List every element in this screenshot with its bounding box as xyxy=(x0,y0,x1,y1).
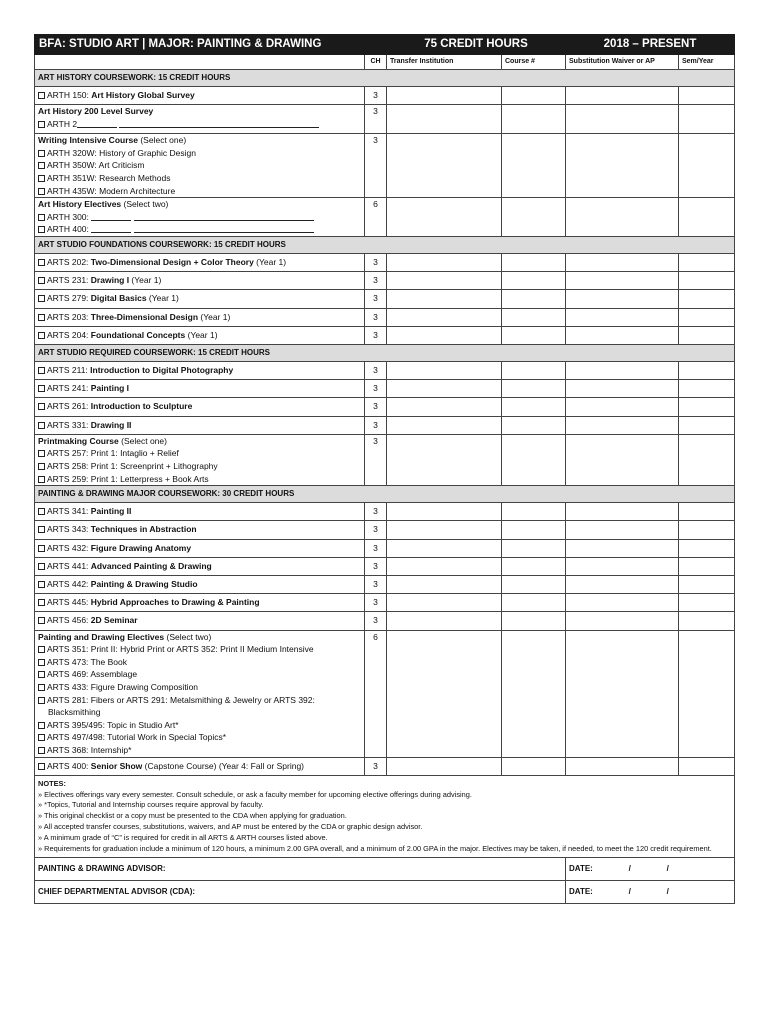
course-row: Art History 200 Level Survey ARTH 2 3 xyxy=(35,105,735,134)
substitution-cell[interactable] xyxy=(566,290,679,308)
transfer-cell[interactable] xyxy=(387,398,502,416)
notes-block xyxy=(35,775,735,858)
course-row: ARTS 203: Three-Dimensional Design (Year 1) 3 xyxy=(35,308,735,326)
course-number-cell[interactable] xyxy=(502,416,566,434)
substitution-cell[interactable] xyxy=(566,521,679,539)
checkbox[interactable] xyxy=(38,121,45,128)
course-row: ARTS 279: Digital Basics (Year 1) 3 xyxy=(35,290,735,308)
semyear-cell[interactable] xyxy=(679,757,735,775)
checkbox[interactable] xyxy=(38,659,45,666)
course-number-cell[interactable] xyxy=(502,272,566,290)
transfer-cell[interactable] xyxy=(387,521,502,539)
semyear-cell[interactable] xyxy=(679,326,735,344)
semyear-cell[interactable] xyxy=(679,557,735,575)
checkbox[interactable] xyxy=(38,697,45,704)
course-number-cell[interactable] xyxy=(502,380,566,398)
checkbox[interactable] xyxy=(38,526,45,533)
course-number-cell[interactable] xyxy=(502,87,566,105)
substitution-cell[interactable] xyxy=(566,594,679,612)
transfer-cell[interactable] xyxy=(387,539,502,557)
checkbox[interactable] xyxy=(38,226,45,233)
cda-signature-row xyxy=(35,881,735,904)
transfer-cell[interactable] xyxy=(387,503,502,521)
checkbox[interactable] xyxy=(38,646,45,653)
course-number-cell[interactable] xyxy=(502,253,566,271)
substitution-cell[interactable] xyxy=(566,416,679,434)
ch-column-header: CH xyxy=(365,55,387,70)
checkbox[interactable] xyxy=(38,581,45,588)
substitution-cell[interactable] xyxy=(566,398,679,416)
transfer-cell[interactable] xyxy=(387,630,502,757)
course-row: Art History Electives (Select two) ARTH 300: ARTH 400: 6 xyxy=(35,198,735,237)
title-bar xyxy=(35,35,735,55)
course-row: ARTS 432: Figure Drawing Anatomy 3 xyxy=(35,539,735,557)
substitution-cell[interactable] xyxy=(566,105,679,134)
course-row: ARTS 341: Painting II 3 xyxy=(35,503,735,521)
course-number-cell[interactable] xyxy=(502,557,566,575)
course-number-cell[interactable] xyxy=(502,630,566,757)
section-foundations: ART STUDIO FOUNDATIONS COURSEWORK: 15 CREDIT HOURS xyxy=(35,236,735,253)
transfer-cell[interactable] xyxy=(387,557,502,575)
semyear-cell[interactable] xyxy=(679,594,735,612)
section-major: PAINTING & DRAWING MAJOR COURSEWORK: 30 CREDIT HOURS xyxy=(35,486,735,503)
cda-date-field[interactable]: DATE: / / xyxy=(566,881,735,904)
checkbox[interactable] xyxy=(38,175,45,182)
note-item: » Electives offerings vary every semester. Consult schedule, or ask a faculty member for upcoming elective offerings during advising. xyxy=(38,789,472,799)
course-row: ARTS 331: Drawing II 3 xyxy=(35,416,735,434)
transfer-column-header: Transfer Institution xyxy=(387,55,502,70)
transfer-cell[interactable] xyxy=(387,575,502,593)
catalog-years: 2018 – PRESENT xyxy=(566,35,735,55)
substitution-cell[interactable] xyxy=(566,134,679,198)
transfer-cell[interactable] xyxy=(387,308,502,326)
transfer-cell[interactable] xyxy=(387,253,502,271)
course-row: Printmaking Course (Select one) ARTS 257: Print 1: Intaglio + Relief ARTS 258: Print 1: Screenprint + Lithography ARTS 259: Print 1: Letterpress + Book Arts 3 xyxy=(35,434,735,485)
note-item: » This original checklist or a copy must be presented to the CDA when applying for graduation. xyxy=(38,811,347,821)
checkbox[interactable] xyxy=(38,92,45,99)
checklist-sheet xyxy=(34,34,734,904)
semyear-cell[interactable] xyxy=(679,503,735,521)
checkbox[interactable] xyxy=(38,367,45,374)
checkbox[interactable] xyxy=(38,563,45,570)
checkbox[interactable] xyxy=(38,150,45,157)
semyear-cell[interactable] xyxy=(679,575,735,593)
checkbox[interactable] xyxy=(38,259,45,266)
transfer-cell[interactable] xyxy=(387,612,502,630)
course-number-cell[interactable] xyxy=(502,134,566,198)
checkbox[interactable] xyxy=(38,314,45,321)
course-row: ARTS 442: Painting & Drawing Studio 3 xyxy=(35,575,735,593)
substitution-cell[interactable] xyxy=(566,539,679,557)
notes-title: NOTES: xyxy=(38,778,66,788)
checkbox[interactable] xyxy=(38,734,45,741)
checkbox[interactable] xyxy=(38,450,45,457)
note-item: » Requirements for graduation include a minimum of 120 hours, a minimum 2.00 GPA overall, and a minimum of 2.00 GPA in the major. Electives may be taken, if needed, to meet the 120 credit requirement. xyxy=(38,843,712,853)
checkbox[interactable] xyxy=(38,422,45,429)
substitution-cell[interactable] xyxy=(566,503,679,521)
substitution-cell[interactable] xyxy=(566,434,679,485)
transfer-cell[interactable] xyxy=(387,198,502,237)
column-headers xyxy=(35,55,735,70)
course-row: ARTS 202: Two-Dimensional Design + Color Theory (Year 1) 3 xyxy=(35,253,735,271)
course-number-cell[interactable] xyxy=(502,398,566,416)
course-number-cell[interactable] xyxy=(502,198,566,237)
course-row: ARTS 231: Drawing I (Year 1) 3 xyxy=(35,272,735,290)
substitution-cell[interactable] xyxy=(566,87,679,105)
cda-signature-field[interactable]: CHIEF DEPARTMENTAL ADVISOR (CDA): xyxy=(35,881,566,904)
checkbox[interactable] xyxy=(38,747,45,754)
transfer-cell[interactable] xyxy=(387,416,502,434)
substitution-cell[interactable] xyxy=(566,198,679,237)
semyear-cell[interactable] xyxy=(679,434,735,485)
checkbox[interactable] xyxy=(38,162,45,169)
substitution-cell[interactable] xyxy=(566,380,679,398)
course-row: ARTS 211: Introduction to Digital Photography 3 xyxy=(35,361,735,379)
checkbox[interactable] xyxy=(38,332,45,339)
course-row: Painting and Drawing Electives (Select two) ARTS 351: Print II: Hybrid Print or ARTS 352: Print II Medium Intensive ARTS 473: The Book ARTS 469: Assemblage ARTS 433: Figure Drawing Composition ARTS 281: Fibers or ARTS 291: Metalsmithing & Jewelry or ARTS 392: Blacksmithing ARTS 395/495: Topic in Studio Art* ARTS 497/498: Tutorial Work in Special Topics* ARTS 368: Internship* 6 xyxy=(35,630,735,757)
substitution-cell[interactable] xyxy=(566,272,679,290)
checkbox[interactable] xyxy=(38,214,45,221)
semyear-cell[interactable] xyxy=(679,630,735,757)
checkbox[interactable] xyxy=(38,403,45,410)
checkbox[interactable] xyxy=(38,671,45,678)
substitution-cell[interactable] xyxy=(566,612,679,630)
semyear-cell[interactable] xyxy=(679,539,735,557)
transfer-cell[interactable] xyxy=(387,380,502,398)
note-item: » *Topics, Tutorial and Internship courses require approval by faculty. xyxy=(38,800,264,810)
note-item: » All accepted transfer courses, substitutions, waivers, and AP must be entered by the CDA or graphic design advisor. xyxy=(38,821,423,831)
course-row: ARTH 150: Art History Global Survey 3 xyxy=(35,87,735,105)
checkbox[interactable] xyxy=(38,385,45,392)
course-row: ARTS 343: Techniques in Abstraction 3 xyxy=(35,521,735,539)
transfer-cell[interactable] xyxy=(387,326,502,344)
section-art-history: ART HISTORY COURSEWORK: 15 CREDIT HOURS xyxy=(35,70,735,87)
semyear-cell[interactable] xyxy=(679,308,735,326)
course-row: Writing Intensive Course (Select one) ARTH 320W: History of Graphic Design ARTH 350W: Art Criticism ARTH 351W: Research Methods ARTH 435W: Modern Architecture 3 xyxy=(35,134,735,198)
course-number-cell[interactable] xyxy=(502,105,566,134)
checkbox[interactable] xyxy=(38,295,45,302)
checkbox[interactable] xyxy=(38,617,45,624)
section-required: ART STUDIO REQUIRED COURSEWORK: 15 CREDIT HOURS xyxy=(35,344,735,361)
course-row: ARTS 261: Introduction to Sculpture 3 xyxy=(35,398,735,416)
checkbox[interactable] xyxy=(38,545,45,552)
checkbox[interactable] xyxy=(38,277,45,284)
transfer-cell[interactable] xyxy=(387,105,502,134)
checkbox[interactable] xyxy=(38,763,45,770)
transfer-cell[interactable] xyxy=(387,361,502,379)
transfer-cell[interactable] xyxy=(387,134,502,198)
course-number-cell[interactable] xyxy=(502,757,566,775)
course-number-cell[interactable] xyxy=(502,539,566,557)
course-row: ARTS 456: 2D Seminar 3 xyxy=(35,612,735,630)
transfer-cell[interactable] xyxy=(387,272,502,290)
advisor-signature-field[interactable]: PAINTING & DRAWING ADVISOR: xyxy=(35,858,566,881)
substitution-cell[interactable] xyxy=(566,253,679,271)
course-number-cell[interactable] xyxy=(502,434,566,485)
course-number-cell[interactable] xyxy=(502,594,566,612)
semyear-column-header: Sem/Year xyxy=(679,55,735,70)
semyear-cell[interactable] xyxy=(679,87,735,105)
substitution-cell[interactable] xyxy=(566,361,679,379)
semyear-cell[interactable] xyxy=(679,361,735,379)
course-row: ARTS 241: Painting I 3 xyxy=(35,380,735,398)
course-number-cell[interactable] xyxy=(502,521,566,539)
substitution-cell[interactable] xyxy=(566,630,679,757)
course-row: ARTS 204: Foundational Concepts (Year 1) 3 xyxy=(35,326,735,344)
course-row: ARTS 400: Senior Show (Capstone Course) (Year 4: Fall or Spring) 3 xyxy=(35,757,735,775)
credit-hours-title: 75 CREDIT HOURS xyxy=(387,35,566,55)
checkbox[interactable] xyxy=(38,599,45,606)
course-column-header: Course # xyxy=(502,55,566,70)
transfer-cell[interactable] xyxy=(387,87,502,105)
transfer-cell[interactable] xyxy=(387,594,502,612)
substitution-cell[interactable] xyxy=(566,757,679,775)
course-row: ARTS 445: Hybrid Approaches to Drawing & Painting 3 xyxy=(35,594,735,612)
program-title: BFA: STUDIO ART | MAJOR: PAINTING & DRAWING xyxy=(35,35,387,55)
course-number-cell[interactable] xyxy=(502,361,566,379)
transfer-cell[interactable] xyxy=(387,434,502,485)
course-row: ARTS 441: Advanced Painting & Drawing 3 xyxy=(35,557,735,575)
checkbox[interactable] xyxy=(38,476,45,483)
course-number-cell[interactable] xyxy=(502,326,566,344)
semyear-cell[interactable] xyxy=(679,612,735,630)
semyear-cell[interactable] xyxy=(679,134,735,198)
semyear-cell[interactable] xyxy=(679,105,735,134)
substitution-cell[interactable] xyxy=(566,557,679,575)
semyear-cell[interactable] xyxy=(679,380,735,398)
semyear-cell[interactable] xyxy=(679,253,735,271)
semyear-cell[interactable] xyxy=(679,521,735,539)
course-number-cell[interactable] xyxy=(502,308,566,326)
semyear-cell[interactable] xyxy=(679,272,735,290)
advisor-signature-row xyxy=(35,858,735,881)
semyear-cell[interactable] xyxy=(679,398,735,416)
checkbox[interactable] xyxy=(38,188,45,195)
note-item: » A minimum grade of “C” is required for credit in all ARTS & ARTH courses listed above. xyxy=(38,832,328,842)
substitution-cell[interactable] xyxy=(566,326,679,344)
transfer-cell[interactable] xyxy=(387,290,502,308)
checkbox[interactable] xyxy=(38,684,45,691)
semyear-cell[interactable] xyxy=(679,290,735,308)
course-number-cell[interactable] xyxy=(502,290,566,308)
course-number-cell[interactable] xyxy=(502,503,566,521)
semyear-cell[interactable] xyxy=(679,416,735,434)
transfer-cell[interactable] xyxy=(387,757,502,775)
checkbox[interactable] xyxy=(38,508,45,515)
semyear-cell[interactable] xyxy=(679,198,735,237)
substitution-cell[interactable] xyxy=(566,308,679,326)
checkbox[interactable] xyxy=(38,463,45,470)
checkbox[interactable] xyxy=(38,722,45,729)
course-number-cell[interactable] xyxy=(502,575,566,593)
advisor-date-field[interactable]: DATE: / / xyxy=(566,858,735,881)
substitution-cell[interactable] xyxy=(566,575,679,593)
degree-checklist-table xyxy=(34,34,735,904)
substitution-column-header: Substitution Waiver or AP xyxy=(566,55,679,70)
course-number-cell[interactable] xyxy=(502,612,566,630)
